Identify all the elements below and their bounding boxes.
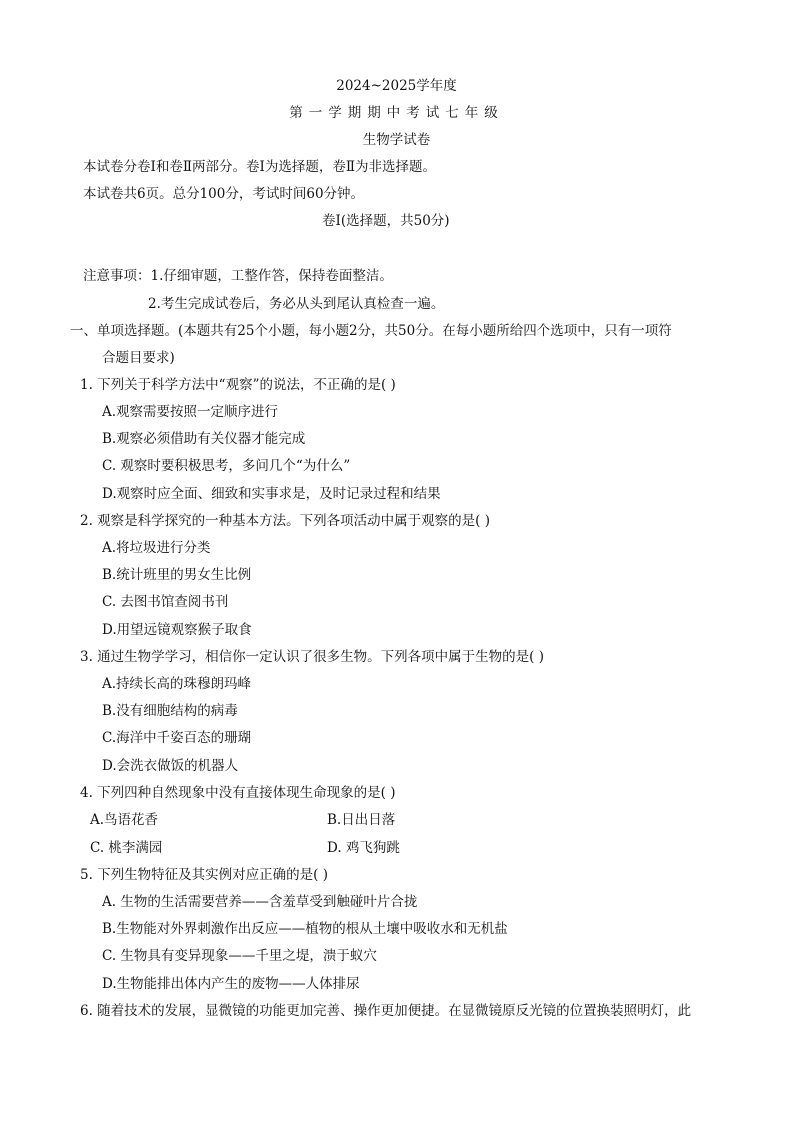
question-stem: 4. 下列四种自然现象中没有直接体现生命现象的是( ): [80, 785, 396, 801]
option-a: A.鸟语花香: [90, 812, 159, 828]
option-c: C. 桃李满园: [90, 840, 163, 856]
option-a: A.持续长高的珠穆朗玛峰: [102, 676, 252, 692]
option-d: D.会洗衣做饭的机器人: [102, 758, 239, 774]
option-a: A.将垃圾进行分类: [102, 540, 211, 556]
question-stem: 2. 观察是科学探究的一种基本方法。下列各项活动中属于观察的是( ): [80, 513, 490, 529]
option-b: B.观察必须借助有关仪器才能完成: [102, 431, 306, 447]
question-stem: 1. 下列关于科学方法中“观察”的说法，不正确的是( ): [80, 377, 396, 393]
part1-instructions-line-2: 合题目要求): [102, 350, 175, 366]
question-stem: 6. 随着技术的发展，显微镜的功能更加完善、操作更加便捷。在显微镜原反光镜的位置换装照明灯，此: [80, 1003, 692, 1019]
option-b: B.没有细胞结构的病毒: [102, 703, 238, 719]
exam-title: 第一学期期中考试七年级: [289, 105, 504, 121]
option-b: B.日出日落: [327, 812, 396, 828]
question-stem: 5. 下列生物特征及其实例对应正确的是( ): [80, 867, 328, 883]
option-d: D.用望远镜观察猴子取食: [102, 622, 252, 638]
note-1: 注意事项：1.仔细审题，工整作答，保持卷面整洁。: [83, 268, 393, 284]
option-b: B.统计班里的男女生比例: [102, 567, 252, 583]
option-c: C. 去图书馆查阅书刊: [102, 594, 229, 610]
subject-title: 生物学试卷: [362, 132, 431, 148]
section-title: 卷Ⅰ(选择题，共50分): [322, 213, 450, 229]
option-a: A. 生物的生活需要营养——含羞草受到触碰叶片合拢: [102, 894, 418, 910]
question-stem: 3. 通过生物学学习，相信你一定认识了很多生物。下列各项中属于生物的是( ): [80, 649, 544, 665]
option-c: C. 生物具有变异现象——千里之堤，溃于蚁穴: [102, 948, 377, 964]
option-c: C.海洋中千姿百态的珊瑚: [102, 730, 252, 746]
option-b: B.生物能对外界刺激作出反应——植物的根从土壤中吸收水和无机盐: [102, 921, 508, 937]
option-d: D. 鸡飞狗跳: [327, 840, 400, 856]
intro-line-1: 本试卷分卷Ⅰ和卷Ⅱ两部分。卷Ⅰ为选择题，卷Ⅱ为非选择题。: [83, 159, 437, 175]
option-d: D.生物能排出体内产生的废物——人体排尿: [102, 976, 360, 992]
part1-instructions-line-1: 一、单项选择题。(本题共有25个小题，每小题2分，共50分。在每小题所给四个选项中，只有一项符: [70, 323, 672, 339]
school-year: 2024~2025学年度: [336, 78, 457, 94]
option-a: A.观察需要按照一定顺序进行: [102, 404, 279, 420]
option-d: D.观察时应全面、细致和实事求是，及时记录过程和结果: [102, 486, 441, 502]
note-2: 2.考生完成试卷后，务必从头到尾认真检查一遍。: [148, 296, 445, 312]
option-c: C. 观察时要积极思考，多问几个“为什么”: [102, 458, 351, 474]
intro-line-2: 本试卷共6页。总分100分，考试时间60分钟。: [83, 186, 365, 202]
